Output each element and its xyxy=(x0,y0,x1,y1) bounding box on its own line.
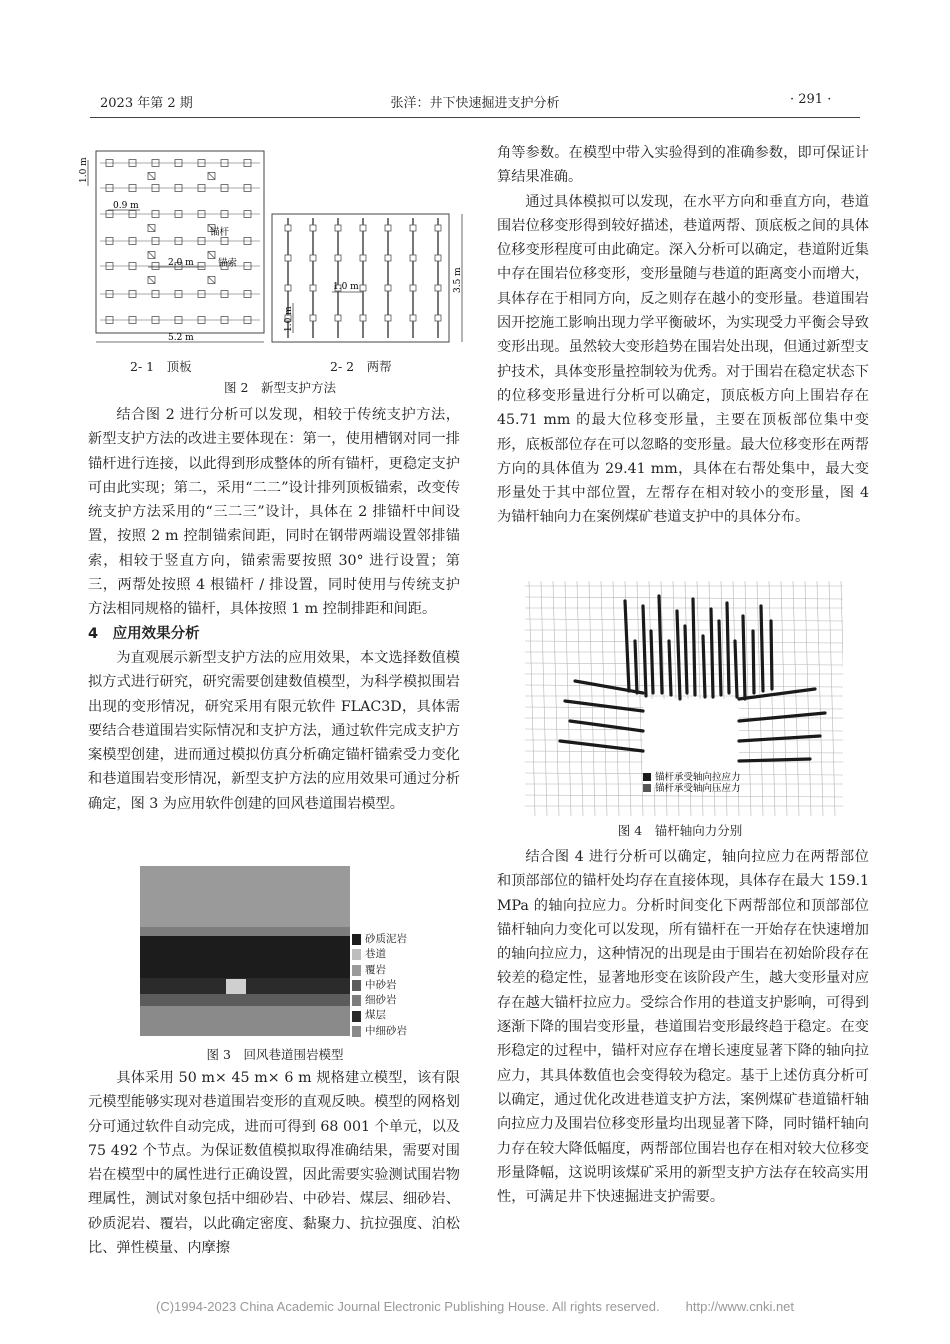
dim-3-5m: 3.5 m xyxy=(453,267,463,293)
mesh-line xyxy=(601,581,607,816)
figure-2-diagram xyxy=(78,148,473,358)
layer-fine-sandstone xyxy=(140,927,350,936)
cable-mark xyxy=(148,252,155,259)
journal-issue: 2023 年第 2 期 xyxy=(100,96,193,111)
side-bolt-symbol xyxy=(360,255,366,261)
side-bolt-symbol xyxy=(310,315,316,321)
layer-sandy-mudstone xyxy=(140,936,350,978)
bolt-force-bar xyxy=(761,606,763,691)
bolt-force-bar xyxy=(669,641,671,695)
bolt-force-bar xyxy=(735,641,737,697)
side-bolt-symbol xyxy=(410,255,416,261)
side-bolt-symbol xyxy=(285,225,291,231)
side-bolt-symbol xyxy=(435,285,441,291)
dim-2-0m: 2.0 m xyxy=(168,258,194,268)
bolt-force-bar xyxy=(693,599,695,695)
bolt-force-bar xyxy=(575,681,643,693)
cable-mark xyxy=(148,173,155,180)
bolt-force-bar xyxy=(635,641,637,693)
label-bolt: 锚杆 xyxy=(210,227,230,238)
dim-roof-1m: 1.0 m xyxy=(79,157,89,183)
bolt-force-bar xyxy=(739,759,810,761)
legend-tension-swatch xyxy=(643,773,651,781)
legend-label: 覆岩 xyxy=(365,963,386,976)
mesh-line xyxy=(841,581,843,816)
side-bolt-symbol xyxy=(385,285,391,291)
cable-mark xyxy=(208,252,215,259)
mesh-line xyxy=(525,685,843,687)
layer-overburden xyxy=(140,866,350,927)
roadway xyxy=(226,979,246,994)
bolt-force-bar xyxy=(771,621,772,689)
mesh-line xyxy=(525,619,843,621)
legend-swatch xyxy=(352,965,361,976)
side-bolt-symbol xyxy=(385,315,391,321)
mesh-line xyxy=(817,581,823,816)
legend-swatch xyxy=(352,949,361,960)
page-number: · 291 · xyxy=(790,92,832,107)
legend-label: 砂质泥岩 xyxy=(365,933,407,945)
side-bolt-symbol xyxy=(385,255,391,261)
label-cable: 锚索 xyxy=(218,258,238,269)
sides-outline xyxy=(272,214,449,342)
fig3-legend xyxy=(352,932,407,1039)
paragraph: 通过具体模拟可以发现，在水平方向和垂直方向，巷道围岩位移变形得到较好描述，巷道两帮、顶底板之间的具体位移变形程度可由此确定。深入分析可以确定，巷道附近集中存在围岩位移变形，变形量随与巷道的距离变小而增大，具体存在于相同方向，反之则存在越小的变形量。巷道围岩因开挖施工影响出现力学平衡破坏，为实现受力平衡会导致变形出现。虽然较大变形趋势在围岩处出现，但通过新型支护技术，具体变形量控制较为优秀。对于围岩在稳定状态下的位移变形量进行分析可以确定，顶底板方向上围岩存在 45.71 mm 的最大位移变形量，主要在顶板部位集中变形，底板部位存在可以忽略的变形量。最大位移变形在两帮方向的具体值为 29.41 mm，具体在右帮处集中，最大变形量处于其中部位置，左帮存在相对较小的变形量，图 4 为锚杆轴向力在案例煤矿巷道支护中的具体分布。 xyxy=(497,193,869,526)
cable-mark xyxy=(208,277,215,284)
figure-4-axial-force xyxy=(525,581,843,816)
mesh-line xyxy=(769,581,775,816)
side-bolt-symbol xyxy=(410,285,416,291)
bolt-force-bar xyxy=(625,601,629,691)
dim-5-2m: 5.2 m xyxy=(168,333,194,343)
mesh-line xyxy=(781,581,787,816)
legend-label: 煤层 xyxy=(365,1009,386,1022)
side-bolt-symbol xyxy=(310,285,316,291)
mesh-line xyxy=(805,581,811,816)
side-bolt-symbol xyxy=(335,315,341,321)
bolt-force-bar xyxy=(727,603,729,693)
side-bolt-symbol xyxy=(410,315,416,321)
dim-side-1m-top: 1.0 m xyxy=(333,282,359,292)
fig2-sub-right: 2- 2 两帮 xyxy=(330,359,392,374)
bolt-force-bar xyxy=(719,621,721,695)
copyright-footer: (C)1994-2023 China Academic Journal Electronic Publishing House. All rights reserved. http://www.cnki.net xyxy=(155,1299,795,1314)
mesh-line xyxy=(525,597,843,599)
dim-side-1m: 1.0 m xyxy=(284,306,294,332)
paragraph: 结合图 4 进行分析可以确定，轴向拉应力在两帮部位和顶部部位的锚杆处均存在直接体现，具体存在最大 159.1 MPa 的轴向拉应力。分析时间变化下两帮部位和顶部部位锚杆轴向力变化可以发现，所有锚杆在一开始存在快速增加的轴向拉应力，这种情况的出现是由于围岩在初始阶段存在较差的稳定性，显著地形变在该阶段产生，越大变形量对应存在越大锚杆拉应力。受综合作用的巷道支护影响，可得到逐渐下降的围岩变形量，巷道围岩变形最终趋于稳定。在变形稳定的过程中，锚杆对应存在增长速度显著下降的轴向拉应力，其具体数值也会变得较为稳定。基于上述仿真分析可以确定，通过优化改进巷道支护方法，案例煤矿巷道锚杆轴向拉应力及围岩位移变形量均出现显著下降，同时锚杆轴向力存在较大降低幅度，两帮部位围岩也存在相对较大位移变形量降幅，这说明该煤矿采用的新型支护方法存在较高实用性，可满足井下快速掘进支护需要。 xyxy=(497,849,869,1206)
side-bolt-symbol xyxy=(410,225,416,231)
legend-swatch xyxy=(352,934,361,945)
legend-label: 中砂岩 xyxy=(365,978,397,991)
legend-swatch xyxy=(352,1011,361,1022)
legend-label: 细砂岩 xyxy=(365,994,397,1007)
mesh-line xyxy=(793,581,799,816)
left-column-top xyxy=(88,403,460,816)
fig2-sub-left: 2- 1 顶板 xyxy=(130,359,192,374)
side-bolt-symbol xyxy=(435,315,441,321)
legend-label: 巷道 xyxy=(365,948,386,961)
bolt-force-bar xyxy=(743,616,745,699)
legend-compression: 锚杆承受轴向压应力 xyxy=(655,783,741,794)
paragraph: 为直观展示新型支护方法的应用效果，本文选择数值模拟方式进行研究，研究需要创建数值模型，为科学模拟围岩出现的变形情况，研究采用有限元软件 FLAC3D，具体需要结合巷道围岩实际情况和支护方法，通过软件完成支护方案模型创建，进而通过模拟仿真分析确定锚杆锚索受力变化和巷道围岩变形情况，新型支护方法的应用效果可通过分析确定，图 3 为应用软件创建的回风巷道围岩模型。 xyxy=(88,649,460,812)
figure-3-model xyxy=(140,866,350,1036)
side-bolt-symbol xyxy=(360,225,366,231)
bolt-force-bar xyxy=(739,689,815,699)
right-column-bottom xyxy=(497,845,869,1209)
paragraph: 结合图 2 进行分析可以发现，相较于传统支护方法，新型支护方法的改进主要体现在：第一，使用槽钢对同一排锚杆进行连接，以此得到形成整体的所有锚杆，更稳定支护可由此实现；第二，采用“二二”设计排列顶板锚索，改变传统支护方法采用的“三二三”设计，具体在 2 排锚杆中间设置，按照 2 m 控制锚索间距，同时在钢带两端设置邻排锚索，相较于竖直方向，锚索需要按照 30° 进行设置；第三，两帮处按照 4 根锚杆 / 排设置，同时使用与传统支护方法相同规格的锚杆，具体按照 1 m 控制排距和间距。 xyxy=(88,407,460,618)
cable-mark xyxy=(148,277,155,284)
bolt-force-bar xyxy=(651,631,653,693)
legend-item xyxy=(352,1024,407,1039)
legend-swatch xyxy=(352,1026,361,1037)
left-column-bottom xyxy=(88,1066,460,1260)
side-bolt-symbol xyxy=(310,255,316,261)
legend-item xyxy=(352,963,407,978)
legend-item xyxy=(352,993,407,1008)
side-bolt-symbol xyxy=(310,225,316,231)
legend-tension: 锚杆承受轴向拉应力 xyxy=(655,772,741,783)
mesh-line xyxy=(577,581,583,816)
side-bolt-symbol xyxy=(285,285,291,291)
section-heading: 4 应用效果分析 xyxy=(88,625,200,642)
mesh-line xyxy=(541,581,547,816)
paragraph: 具体采用 50 m× 45 m× 6 m 规格建立模型，该有限元模型能够实现对巷道围岩变形的直观反映。模型的网格划分可通过软件自动完成，进而可得到 68 001 个单元，以及 75 492 个节点。为保证数值模拟取得准确结果，需要对围岩在模型中的属性进行正确设置，因此需要实验测试围岩物理属性，测试对象包括中细砂岩、中砂岩、煤层、细砂岩、砂质泥岩、覆岩，以此确定密度、黏聚力、抗拉强度、泊松比、弹性模量、内摩擦 xyxy=(88,1070,460,1257)
mesh-line xyxy=(565,581,571,816)
layer-medium-sandstone xyxy=(140,994,350,1006)
legend-item xyxy=(352,932,407,947)
bolt-force-bar xyxy=(560,741,643,751)
side-bolt-symbol xyxy=(385,225,391,231)
layer-medium-fine-sandstone xyxy=(140,1006,350,1036)
mesh-line xyxy=(829,581,835,816)
cable-mark xyxy=(148,225,155,232)
side-bolt-symbol xyxy=(435,225,441,231)
bolt-force-bar xyxy=(685,626,687,693)
mesh-line xyxy=(613,581,619,816)
bolt-force-bar xyxy=(703,636,705,697)
side-bolt-symbol xyxy=(360,285,366,291)
dim-0-9m: 0.9 m xyxy=(113,201,139,211)
mesh-line xyxy=(553,581,559,816)
legend-swatch xyxy=(352,995,361,1006)
fig2-caption: 图 2 新型支护方法 xyxy=(224,380,336,395)
bolt-force-bar xyxy=(711,609,713,697)
fig4-caption: 图 4 锚杆轴向力分别 xyxy=(617,823,743,838)
legend-swatch xyxy=(352,980,361,991)
cable-mark xyxy=(208,173,215,180)
side-bolt-symbol xyxy=(285,255,291,261)
fig3-caption: 图 3 回风巷道围岩模型 xyxy=(206,1047,344,1062)
paragraph: 角等参数。在模型中带入实验得到的准确参数，即可保证计算结果准确。 xyxy=(497,145,869,186)
legend-item xyxy=(352,1008,407,1023)
mesh-line xyxy=(525,795,843,797)
running-title: 张洋：井下快速掘进支护分析 xyxy=(390,96,560,111)
legend-item xyxy=(352,978,407,993)
side-bolt-symbol xyxy=(335,225,341,231)
bolt-force-bar xyxy=(739,713,825,721)
side-bolt-symbol xyxy=(360,315,366,321)
legend-label: 中细砂岩 xyxy=(365,1024,407,1037)
legend-item xyxy=(352,947,407,962)
mesh-line xyxy=(529,581,535,816)
right-column-top xyxy=(497,141,869,530)
side-bolt-symbol xyxy=(335,255,341,261)
bolt-force-bar xyxy=(753,631,754,693)
roof-outline xyxy=(96,151,264,333)
legend-compression-swatch xyxy=(643,784,651,792)
mesh-line xyxy=(589,581,595,816)
side-bolt-symbol xyxy=(435,255,441,261)
header-rule xyxy=(90,117,860,118)
